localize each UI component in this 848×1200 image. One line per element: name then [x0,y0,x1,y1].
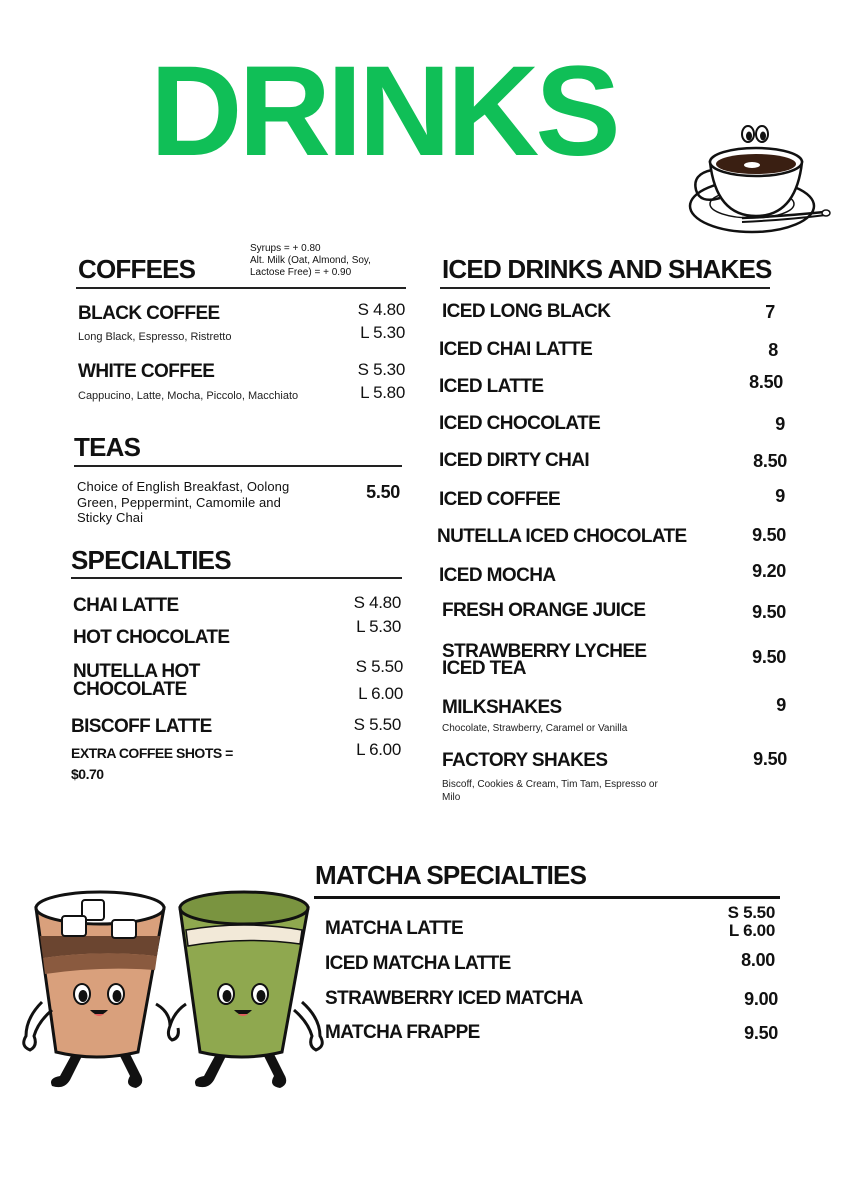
iced-item-price: 9 [775,486,785,506]
matcha-frappe-price: 9.50 [744,1023,778,1043]
teas-divider [74,465,402,467]
biscoff-latte-price: S 5.50 L 6.00 [353,715,401,759]
iced-item-name: ICED CHOCOLATE [439,413,601,434]
nutella-hot-chocolate-price: S 5.50 L 6.00 [355,657,403,703]
iced-item-price: 9.50 [753,749,787,769]
black-coffee-name: BLACK COFFEE [78,303,220,324]
iced-item-desc: Chocolate, Strawberry, Caramel or Vanilla [442,723,628,734]
matcha-divider [314,896,780,899]
iced-item-price: 9.50 [752,647,786,667]
white-coffee-desc: Cappucino, Latte, Mocha, Piccolo, Macchiato [78,390,299,402]
black-coffee-price: S 4.80 L 5.30 [357,300,405,342]
coffees-heading: COFFEES [78,254,196,284]
coffees-divider [76,287,406,289]
iced-chai-cup-icon [24,892,170,1088]
black-coffee-desc: Long Black, Espresso, Ristretto [78,331,232,343]
iced-item-price: 9 [775,414,785,434]
iced-item-price: 8 [768,340,778,360]
iced-item-price: 7 [765,302,775,322]
coffee-cup-icon [686,118,834,243]
specialties-heading: SPECIALTIES [71,545,231,575]
chai-latte-price: S 4.80 [353,593,401,612]
coffees-note: Syrups = + 0.80 Alt. Milk (Oat, Almond, Soy, Lactose Free) = + 0.90 [250,243,371,278]
iced-item-name: ICED COFFEE [439,489,561,510]
iced-item-price: 8.50 [753,451,787,471]
iced-item-name: FACTORY SHAKES [442,750,608,771]
nutella-hot-chocolate-name: NUTELLA HOT CHOCOLATE [73,661,200,700]
iced-item-price: 9.50 [752,525,786,545]
white-coffee-price: S 5.30 L 5.80 [357,360,405,402]
iced-matcha-latte-price: 8.00 [741,950,775,970]
iced-item-name: ICED MOCHA [439,565,556,586]
matcha-frappe-name: MATCHA FRAPPE [325,1022,480,1043]
teas-desc: Choice of English Breakfast, Oolong Green, Peppermint, Camomile and Sticky Chai [77,479,290,526]
specialties-divider [71,577,402,579]
iced-item-name: ICED DIRTY CHAI [439,450,590,471]
iced-item-price: 8.50 [749,372,783,392]
teas-price: 5.50 [366,482,400,502]
iced-item-name: ICED LATTE [439,376,544,397]
strawberry-iced-matcha-price: 9.00 [744,989,778,1009]
matcha-cup-icon [168,892,322,1088]
matcha-latte-price: S 5.50 L 6.00 [727,903,775,940]
iced-item-name: ICED CHAI LATTE [439,339,593,360]
iced-item-name: STRAWBERRY LYCHEE ICED TEA [442,641,647,679]
white-coffee-name: WHITE COFFEE [78,361,215,382]
iced-item-name: NUTELLA ICED CHOCOLATE [437,526,687,547]
iced-item-desc: Biscoff, Cookies & Cream, Tim Tam, Espresso or Milo [442,779,658,803]
iced-item-name: ICED LONG BLACK [442,301,611,322]
iced-matcha-latte-name: ICED MATCHA LATTE [325,953,511,974]
iced-item-name: MILKSHAKES [442,697,562,718]
iced-item-price: 9 [776,695,786,715]
iced-divider [440,287,770,289]
iced-item-name: FRESH ORANGE JUICE [442,600,646,621]
teas-heading: TEAS [74,432,141,462]
extra-shots-note: EXTRA COFFEE SHOTS = $0.70 [71,745,233,782]
iced-item-price: 9.20 [752,561,786,581]
hot-chocolate-price: L 5.30 [356,617,401,636]
iced-heading: ICED DRINKS AND SHAKES [442,254,772,284]
drink-characters-illustration [20,886,330,1096]
chai-latte-name: CHAI LATTE [73,595,179,616]
biscoff-latte-name: BISCOFF LATTE [71,716,212,737]
matcha-heading: MATCHA SPECIALTIES [315,860,587,890]
iced-item-price: 9.50 [752,602,786,622]
page-title: DRINKS [150,40,617,183]
strawberry-iced-matcha-name: STRAWBERRY ICED MATCHA [325,988,583,1009]
hot-chocolate-name: HOT CHOCOLATE [73,627,230,648]
matcha-latte-name: MATCHA LATTE [325,918,464,939]
